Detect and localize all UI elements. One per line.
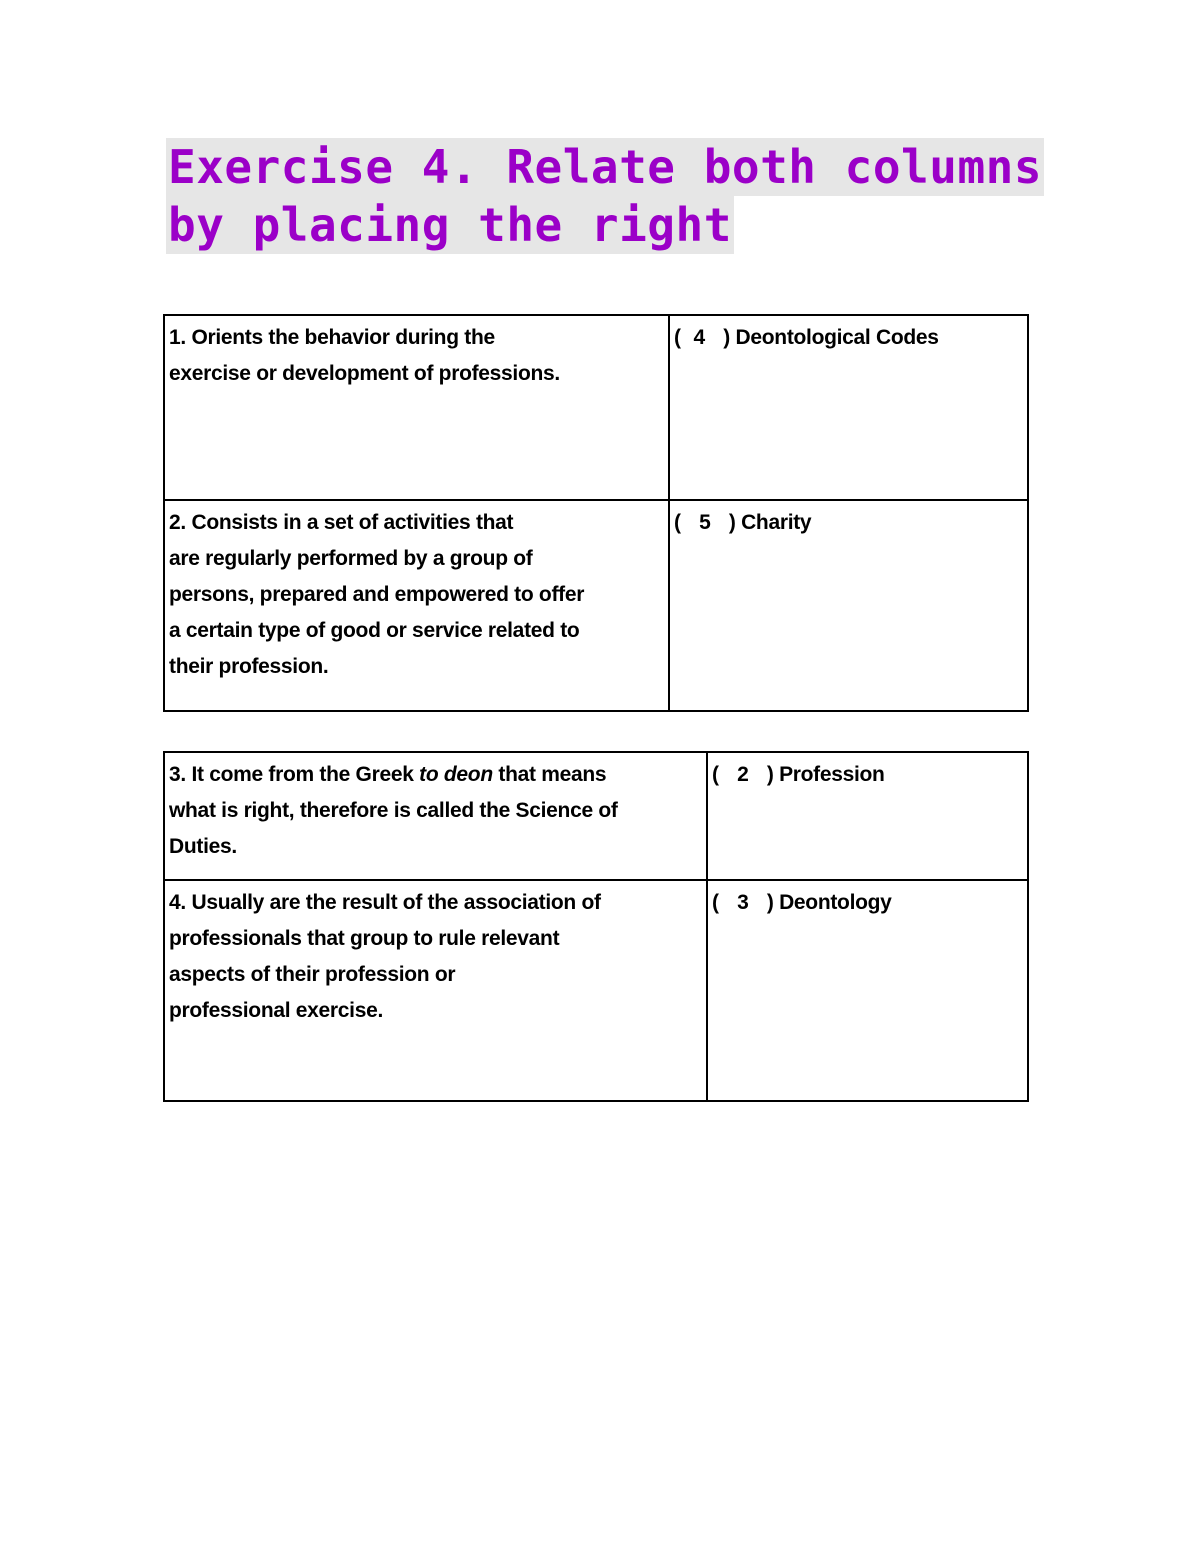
table-row — [164, 752, 1028, 880]
title-line-1: Exercise 4. Relate both columns — [168, 140, 1043, 194]
definition-line: persons, prepared and empowered to offer — [169, 583, 585, 606]
definition-line: a certain type of good or service related to — [169, 619, 580, 642]
exercise-title — [166, 138, 1043, 254]
definition-line: what is right, therefore is called the Science of — [169, 799, 618, 822]
definition-line: are regularly performed by a group of — [169, 547, 533, 570]
term-label: Charity — [741, 511, 812, 534]
definition-cell-2 — [164, 500, 669, 711]
term-cell-1 — [669, 315, 1028, 500]
answer-number: 2 — [737, 763, 749, 786]
answer-parens: ( 2 ) — [712, 763, 779, 786]
definition-cell-1 — [164, 315, 669, 500]
definition-suffix: that means — [492, 763, 607, 786]
table-row — [164, 500, 1028, 711]
definition-line — [169, 757, 702, 793]
term-cell-2 — [669, 500, 1028, 711]
definition-line: 4. Usually are the result of the association of — [169, 891, 601, 914]
answer-number: 5 — [699, 511, 711, 534]
term-label: Profession — [779, 763, 885, 786]
answer-number: 3 — [737, 891, 749, 914]
term-cell-4 — [707, 880, 1028, 1101]
definition-cell-4 — [164, 880, 707, 1101]
definition-line: their profession. — [169, 655, 329, 678]
definition-line: Duties. — [169, 835, 237, 858]
matching-table-1 — [163, 314, 1029, 712]
definition-line: professionals that group to rule relevant — [169, 927, 560, 950]
table-row — [164, 880, 1028, 1101]
answer-number: 4 — [693, 326, 705, 349]
term-label: Deontology — [779, 891, 892, 914]
definition-line: aspects of their profession or — [169, 963, 456, 986]
answer-parens: ( 5 ) — [674, 511, 741, 534]
term-label: Deontological Codes — [735, 326, 939, 349]
definition-line: 1. Orients the behavior during the — [169, 326, 495, 349]
answer-parens: ( 3 ) — [712, 891, 779, 914]
definition-line: exercise or development of professions. — [169, 362, 560, 385]
definition-line: professional exercise. — [169, 999, 384, 1022]
definition-prefix: 3. It come from the Greek — [169, 763, 420, 786]
term-cell-3 — [707, 752, 1028, 880]
matching-table-2 — [163, 751, 1029, 1102]
table-row — [164, 315, 1028, 500]
answer-parens: ( 4 ) — [674, 326, 736, 349]
definition-cell-3 — [164, 752, 707, 880]
title-line-2: by placing the right — [168, 198, 732, 252]
greek-term: to deon — [419, 763, 493, 786]
definition-line: 2. Consists in a set of activities that — [169, 511, 514, 534]
